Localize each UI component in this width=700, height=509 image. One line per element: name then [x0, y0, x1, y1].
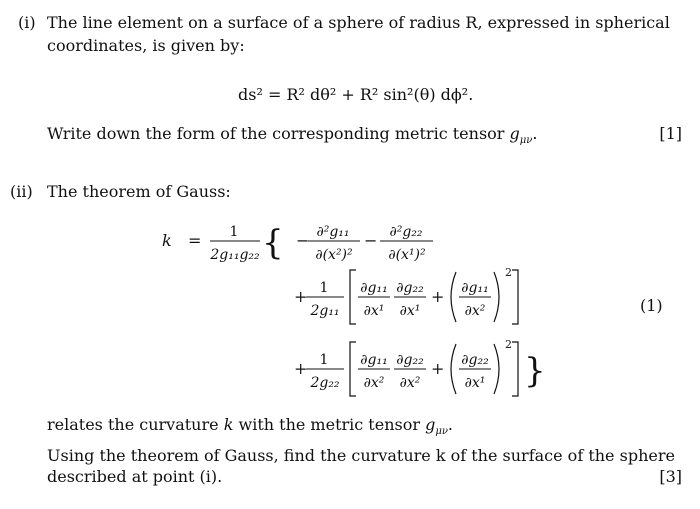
row2-c-numerator: ∂g₁₁ — [461, 280, 489, 296]
plus-sign-row2-inner: + — [431, 287, 445, 306]
row2-prefactor-denominator: 2g₁₁ — [310, 303, 340, 319]
part-ii-intro: The theorem of Gauss: — [47, 182, 231, 201]
term1-numerator: ∂²g₁₁ — [316, 224, 350, 240]
equation-number: (1) — [640, 296, 663, 315]
relates-curvature-symbol: k — [223, 415, 234, 434]
row2-b-denominator: ∂x¹ — [399, 303, 421, 319]
row2-right-paren — [494, 272, 499, 322]
plus-sign-row2: + — [294, 287, 308, 306]
row2-a-numerator: ∂g₁₁ — [360, 280, 388, 296]
row3-right-paren — [494, 344, 499, 394]
term2-numerator: ∂²g₂₂ — [389, 224, 423, 240]
row3-b-numerator: ∂g₂₂ — [396, 352, 424, 368]
plus-sign-row3-inner: + — [431, 359, 445, 378]
part-i-text-line1: The line element on a surface of a sphere of radius R, expressed in spherical — [47, 13, 670, 32]
row3-prefactor-numerator: 1 — [319, 352, 329, 368]
part-ii-label: (ii) — [10, 182, 33, 201]
relates-tensor-subscript: μν — [435, 426, 448, 438]
part-i-text-line2: coordinates, is given by: — [47, 36, 245, 55]
prefactor-denominator: 2g₁₁g₂₂ — [210, 247, 260, 263]
row2-power: 2 — [505, 266, 512, 279]
part-i-label: (i) — [18, 13, 36, 32]
row3-c-denominator: ∂x¹ — [464, 375, 486, 391]
part-ii-relates: relates the curvature k with the metric tensor $g_{\mu\nu}$. — [47, 415, 454, 438]
metric-tensor-symbol: g — [509, 124, 520, 143]
part-ii-task-line2: described at point (i). — [47, 467, 223, 486]
row3-right-bracket — [512, 342, 518, 396]
row2-c-denominator: ∂x² — [464, 303, 486, 319]
relates-tensor-symbol: g — [425, 415, 436, 434]
row3-power: 2 — [505, 338, 512, 351]
row3-b-denominator: ∂x² — [399, 375, 421, 391]
relates-with-text: with the metric tensor — [238, 415, 420, 434]
minus-sign-1: − — [296, 231, 310, 250]
gauss-theorem-formula — [150, 212, 630, 402]
row2-left-bracket — [350, 270, 356, 324]
row2-left-paren — [451, 272, 456, 322]
line-element-equation-text: ds² = R² dθ² + R² sin²(θ) dϕ². — [238, 85, 474, 104]
part-i-question: Write down the form of the corresponding metric tensor $g_{\mu\nu}$. — [47, 124, 538, 147]
metric-tensor-subscript: μν — [519, 135, 533, 147]
part-i-question-text: Write down the form of the corresponding metric tensor — [47, 124, 505, 143]
term2-denominator: ∂(x¹)² — [388, 247, 426, 263]
minus-sign-2: − — [364, 231, 378, 250]
prefactor-numerator: 1 — [229, 224, 239, 240]
plus-sign-row3: + — [294, 359, 308, 378]
part-i-marks: [1] — [659, 124, 682, 143]
row2-right-bracket — [512, 270, 518, 324]
row3-left-bracket — [350, 342, 356, 396]
part-ii-marks: [3] — [659, 467, 682, 486]
equals-sign: = — [188, 231, 202, 250]
row2-prefactor-numerator: 1 — [319, 280, 329, 296]
row3-a-denominator: ∂x² — [363, 375, 385, 391]
relates-text: relates the curvature — [47, 415, 219, 434]
right-brace: } — [524, 351, 546, 391]
row2-a-denominator: ∂x¹ — [363, 303, 385, 319]
row3-c-numerator: ∂g₂₂ — [461, 352, 489, 368]
left-brace: { — [262, 223, 284, 263]
row3-prefactor-denominator: 2g₂₂ — [310, 375, 340, 391]
row3-left-paren — [451, 344, 456, 394]
part-ii-task-line1: Using the theorem of Gauss, find the curvature k of the surface of the sphere — [47, 446, 675, 465]
curvature-k: k — [162, 231, 172, 250]
line-element-equation — [238, 84, 473, 106]
row3-a-numerator: ∂g₁₁ — [360, 352, 388, 368]
term1-denominator: ∂(x²)² — [315, 247, 353, 263]
row2-b-numerator: ∂g₂₂ — [396, 280, 424, 296]
